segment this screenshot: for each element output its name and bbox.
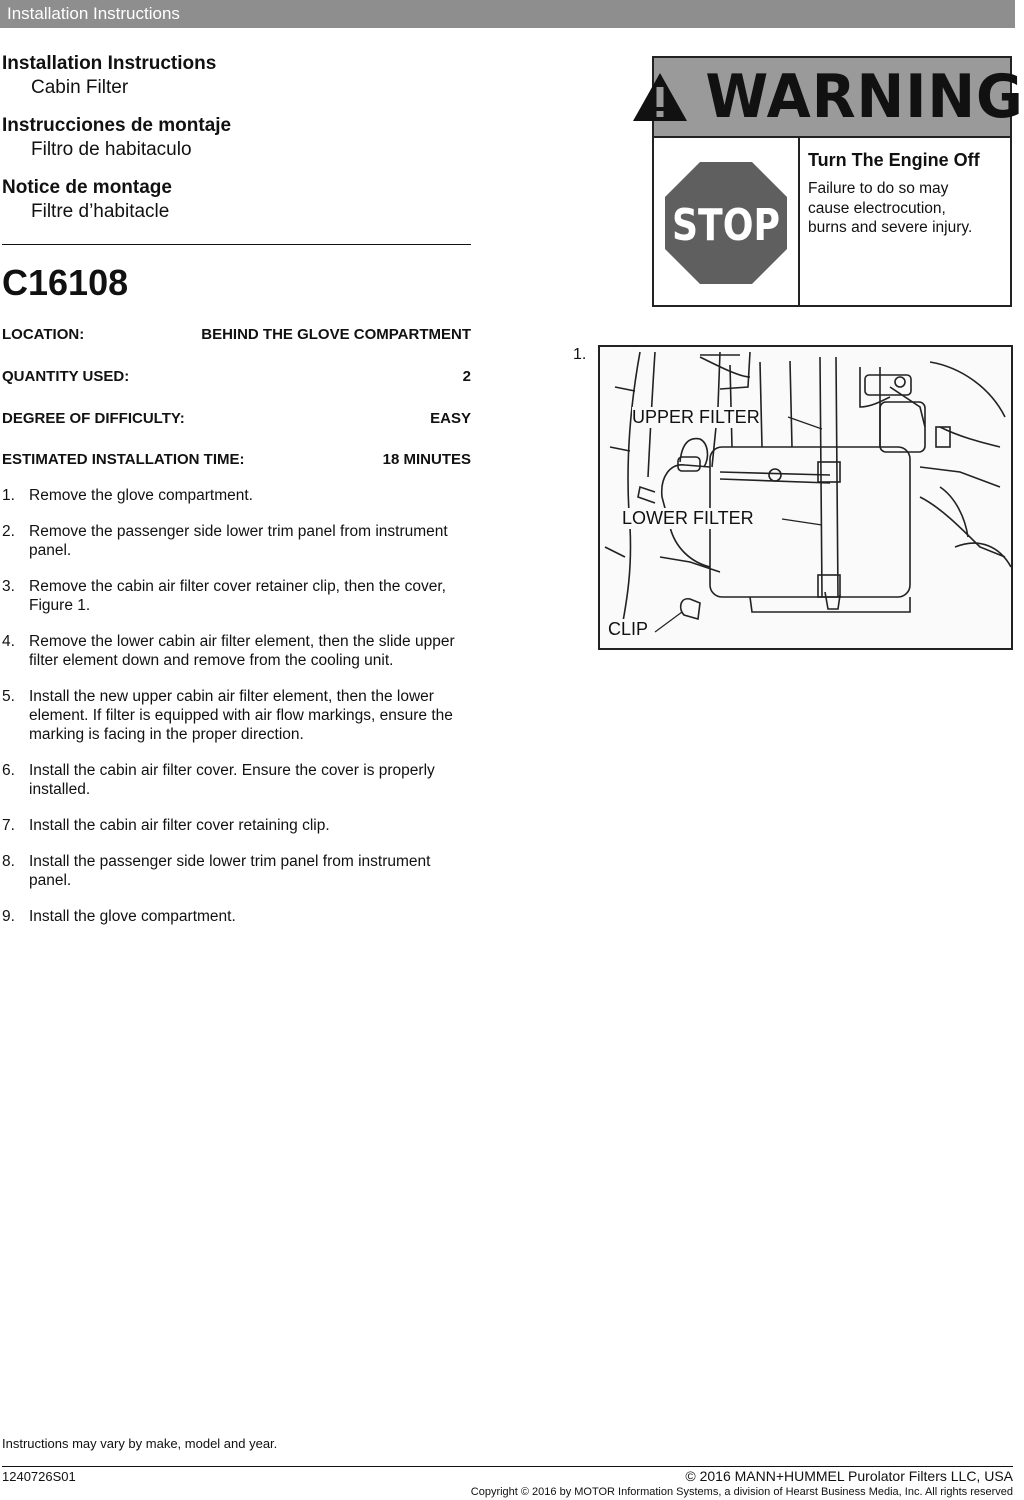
warning-label	[652, 56, 1024, 307]
step-item	[2, 816, 472, 835]
step-text: Remove the lower cabin air filter element, then the slide upper filter element down and remove from the cooling unit.	[29, 633, 455, 669]
spec-row-time	[2, 451, 471, 468]
copyright-motor: Copyright © 2016 by MOTOR Information Systems, a division of Hearst Business Media, Inc. All rights reserved	[470, 1486, 1013, 1498]
label-lower-filter: LOWER FILTER	[622, 508, 754, 528]
step-item	[2, 486, 472, 505]
step-list	[2, 486, 472, 943]
label-upper-filter: UPPER FILTER	[632, 407, 760, 427]
step-number: 8.	[2, 853, 15, 870]
step-number: 9.	[2, 908, 15, 925]
footer-note: Instructions may vary by make, model and year.	[2, 1436, 278, 1451]
step-item	[2, 632, 472, 670]
step-number: 5.	[2, 688, 15, 705]
step-item	[2, 687, 472, 744]
title-block	[2, 52, 231, 238]
step-text: Install the new upper cabin air filter element, then the lower element. If filter is equipped with air flow markings, ensure the marking is facing in the proper direction.	[29, 688, 453, 743]
title-fr	[2, 176, 231, 224]
warning-triangle-icon	[631, 71, 689, 123]
warning-text	[800, 138, 980, 307]
label-clip: CLIP	[608, 619, 649, 639]
stop-sign-text: STOP	[672, 199, 780, 251]
title-subheading: Filtro de habitaculo	[31, 139, 192, 160]
step-text: Remove the cabin air filter cover retainer clip, then the cover, Figure 1.	[29, 578, 446, 614]
spec-value: EASY	[430, 410, 471, 427]
spec-label: ESTIMATED INSTALLATION TIME:	[2, 451, 245, 468]
stop-sign-cell	[654, 138, 800, 307]
step-item	[2, 907, 472, 926]
warning-header	[654, 58, 1024, 138]
spec-label: QUANTITY USED:	[2, 368, 130, 385]
title-subheading: Filtre d’habitacle	[31, 201, 170, 222]
step-item	[2, 852, 472, 890]
step-number: 6.	[2, 762, 15, 779]
top-header-bar	[0, 0, 1015, 28]
spec-value: 18 MINUTES	[382, 451, 471, 468]
footer-divider	[2, 1466, 1013, 1467]
step-number: 7.	[2, 817, 15, 834]
title-subheading: Cabin Filter	[31, 77, 129, 98]
step-text: Install the cabin air filter cover. Ensure the cover is properly installed.	[29, 762, 435, 798]
stop-sign-icon	[663, 160, 789, 286]
spec-row-quantity	[2, 368, 471, 385]
title-heading: Installation Instructions	[2, 53, 217, 74]
step-text: Install the passenger side lower trim panel from instrument panel.	[29, 853, 431, 889]
spec-row-difficulty	[2, 410, 471, 427]
warning-line: cause electrocution,	[808, 199, 946, 217]
warning-title: Turn The Engine Off	[808, 150, 980, 170]
step-number: 3.	[2, 578, 15, 595]
spec-row-location	[2, 326, 471, 343]
warning-body	[654, 138, 1010, 307]
step-number: 4.	[2, 633, 15, 650]
step-text: Remove the glove compartment.	[29, 487, 253, 504]
figure-1	[598, 345, 1013, 650]
warning-description	[808, 179, 980, 238]
step-text: Install the cabin air filter cover retaining clip.	[29, 817, 330, 834]
hvac-unit-illustration	[600, 347, 1011, 648]
step-item	[2, 577, 472, 615]
spec-value: BEHIND THE GLOVE COMPARTMENT	[201, 326, 471, 343]
spec-label: DEGREE OF DIFFICULTY:	[2, 410, 185, 427]
step-number: 2.	[2, 523, 15, 540]
step-number: 1.	[2, 487, 15, 504]
title-heading: Notice de montage	[2, 177, 172, 198]
document-number: 1240726S01	[2, 1469, 76, 1484]
warning-word: WARNING	[705, 62, 1024, 132]
part-number: C16108	[2, 262, 129, 303]
step-text: Remove the passenger side lower trim panel from instrument panel.	[29, 523, 448, 559]
header-title: Installation Instructions	[7, 4, 180, 23]
title-en	[2, 52, 231, 100]
warning-line: burns and severe injury.	[808, 219, 973, 236]
copyright-mann-hummel: © 2016 MANN+HUMMEL Purolator Filters LLC, USA	[685, 1468, 1013, 1484]
divider	[2, 244, 471, 245]
step-item	[2, 522, 472, 560]
title-es	[2, 114, 231, 162]
spec-value: 2	[462, 368, 471, 385]
spec-label: LOCATION:	[2, 326, 85, 343]
warning-line: Failure to do so may	[808, 180, 949, 197]
title-heading: Instrucciones de montaje	[2, 115, 232, 136]
step-text: Install the glove compartment.	[29, 908, 236, 925]
figure-number: 1.	[573, 346, 587, 363]
step-item	[2, 761, 472, 799]
